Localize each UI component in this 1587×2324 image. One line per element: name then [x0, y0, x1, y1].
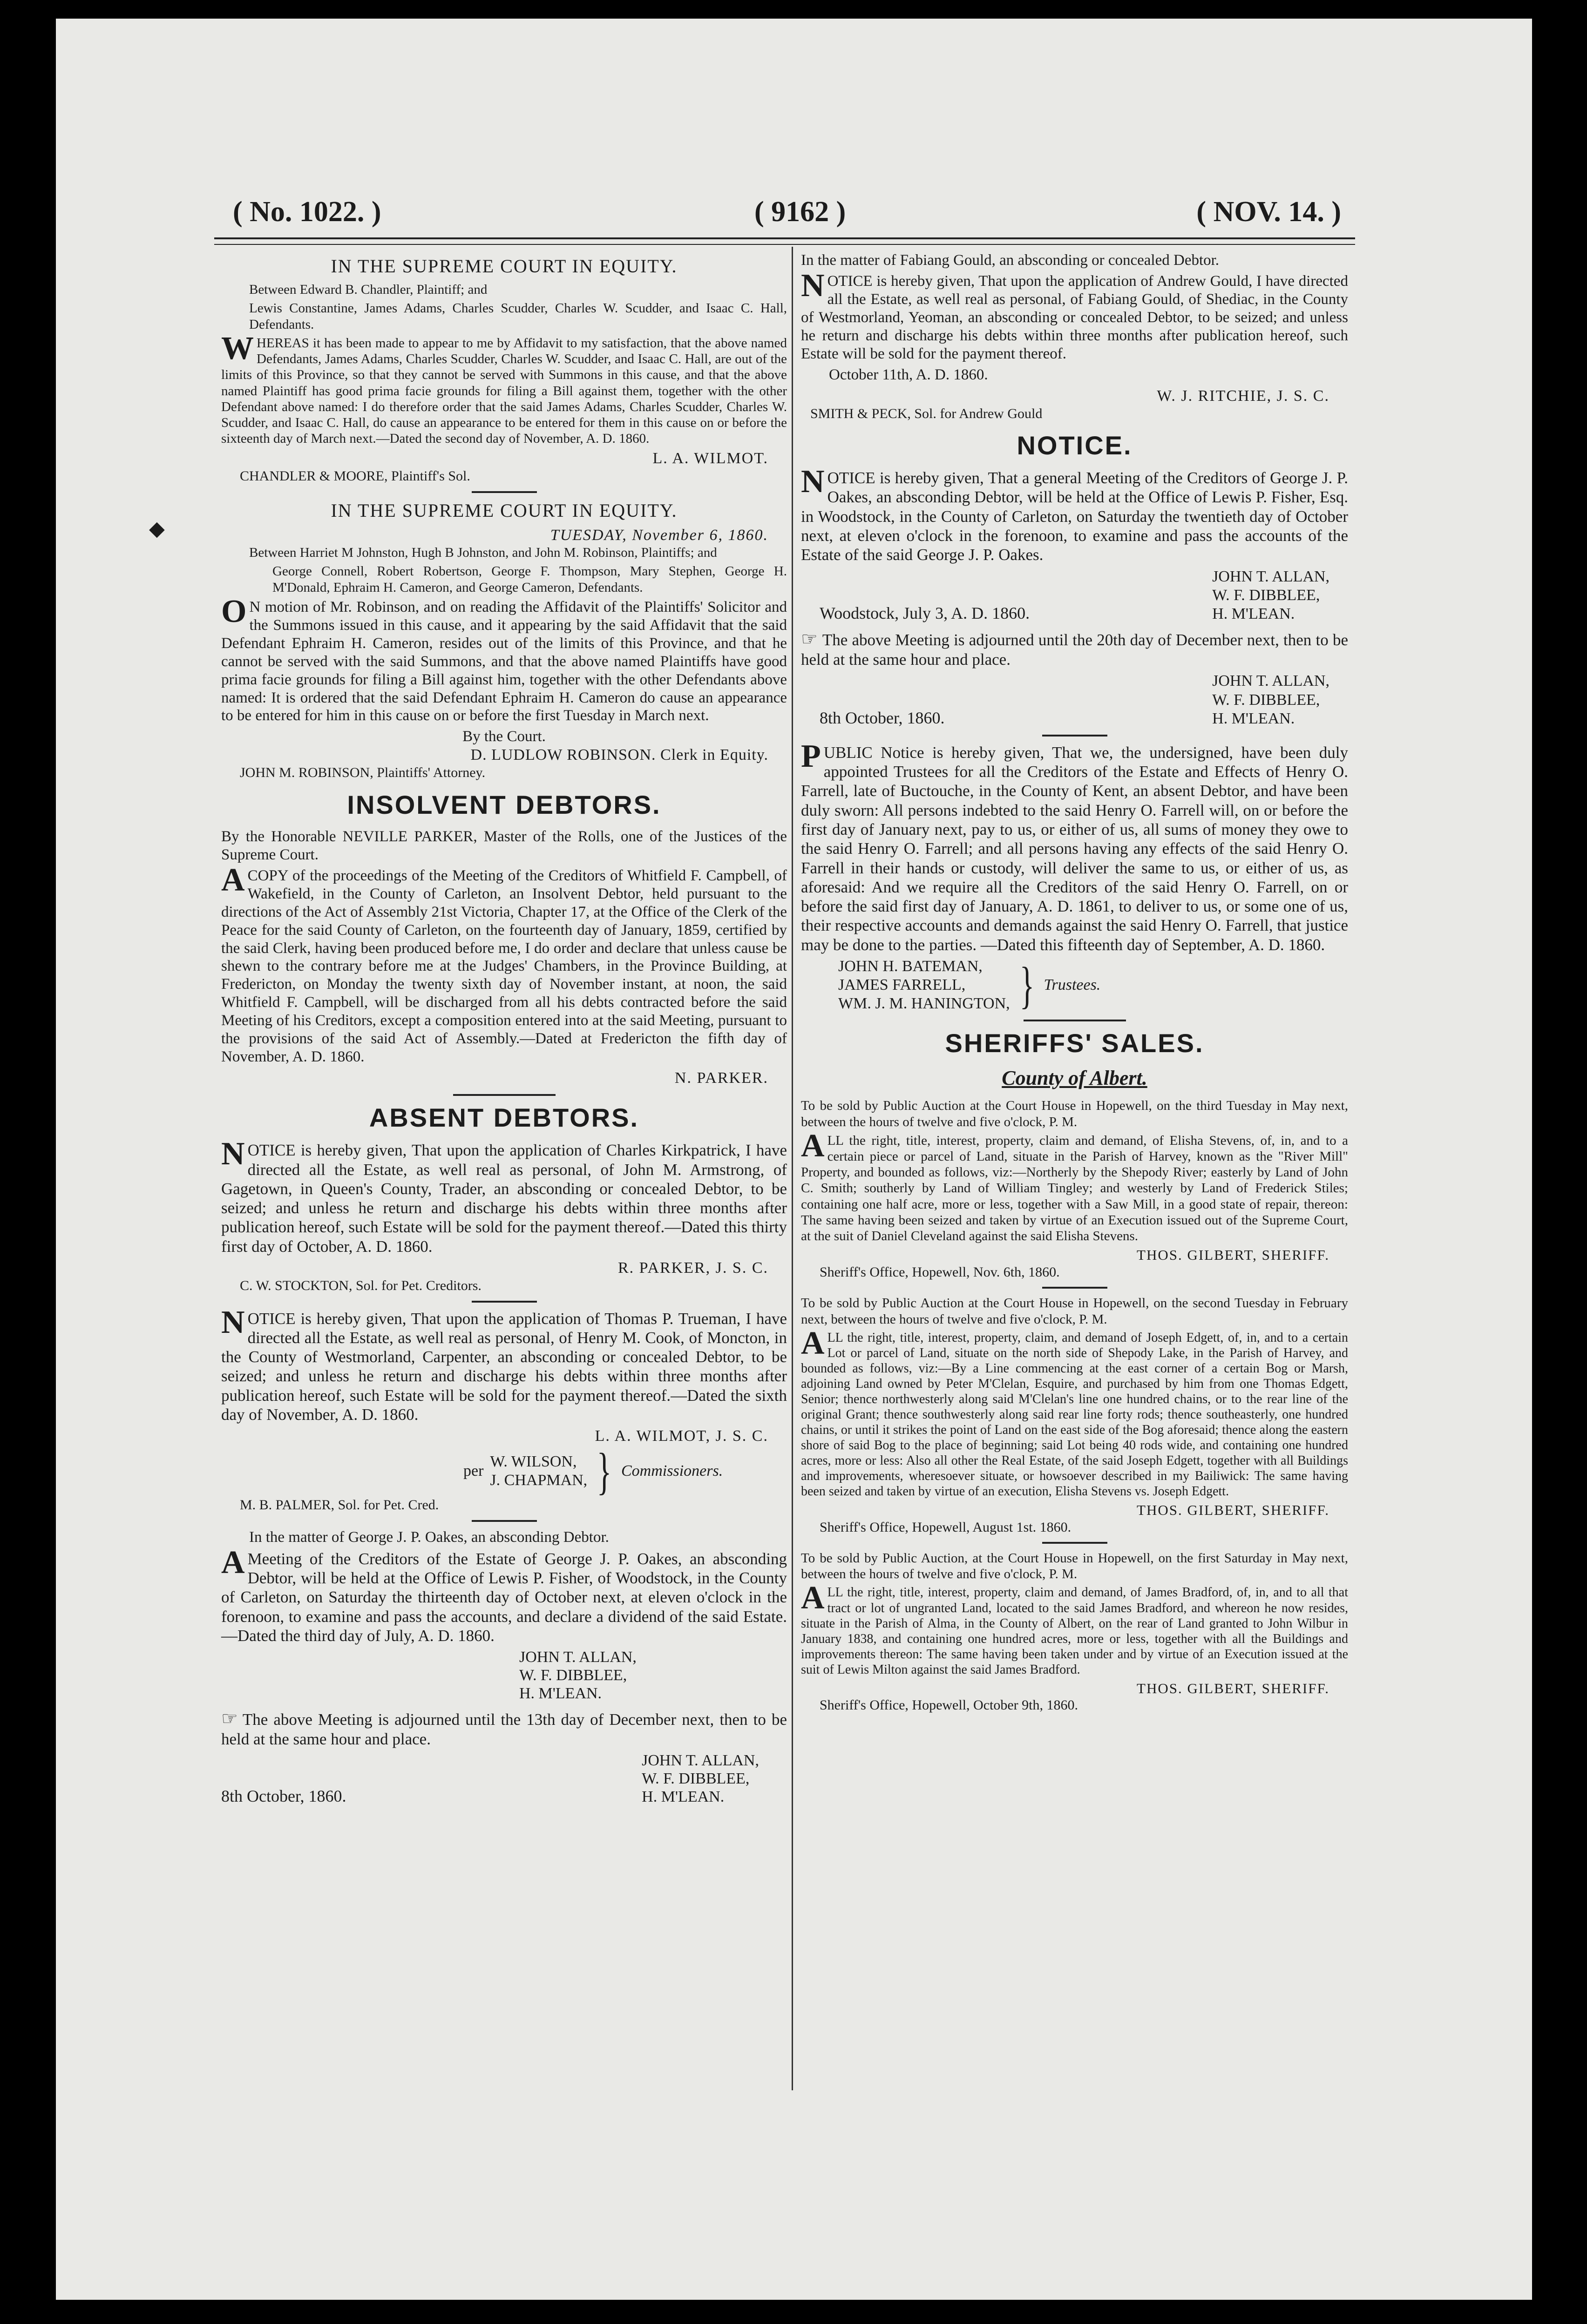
solicitor: CHANDLER & MOORE, Plaintiff's Sol. [240, 468, 470, 484]
oakes-notice [221, 1528, 787, 1806]
signatory: JOHN T. ALLAN, [519, 1648, 637, 1666]
signature: THOS. GILBERT, SHERIFF. [1137, 1502, 1329, 1519]
parties: Between Edward B. Chandler, Plaintiff; and [249, 282, 488, 297]
equity-notice-chandler [221, 255, 787, 485]
sheriff-sale-stevens [801, 1098, 1348, 1280]
notice-body: ON motion of Mr. Robinson, and on reading the Affidavit of the Plaintiffs' Solicitor and the Summons issued in this cause, and it appearing by the said Affidavit that the said Defendant Ephraim H. Cameron, resides out of the limits of this Province, and that he cannot be served with the said Summons, and that the above named Plaintiffs have good prima facie grounds for filing a Bill against him, together with the other Defendants above named: It is ordered that the said Defendant Ephraim H. Cameron do cause an appearance to be entered for him in this cause on or before the first Tuesday in March next. [221, 593, 787, 724]
sheriff-office: Sheriff's Office, Hopewell, October 9th, 1860. [820, 1697, 1078, 1713]
signature: L. A. WILMOT. [652, 450, 768, 467]
notice-body: AMeeting of the Creditors of the Estate of George J. P. Oakes, an absconding Debtor, will be held at the Office of Lewis P. Fisher, of Woodstock, in the County of Carleton, on Saturday the thirteenth day of October next, at eleven o'clock in the forenoon, to examine and pass the accounts, and declare a dividend of the said Estate.—Dated the third day of July, A. D. 1860. [221, 1544, 787, 1645]
page-number: ( 9162 ) [754, 196, 846, 228]
brace-icon: } [597, 1443, 612, 1500]
parties: Lewis Constantine, James Adams, Charles Scudder, Charles W. Scudder, and Isaac C. Hall, Defendants. [249, 301, 787, 332]
signatories [221, 1648, 787, 1702]
signatory: W. F. DIBBLEE, [519, 1667, 627, 1684]
solicitor: C. W. STOCKTON, Sol. for Pet. Creditors. [240, 1278, 482, 1294]
signatory: W. F. DIBBLEE, [642, 1770, 750, 1788]
divider [1042, 1542, 1107, 1544]
clerk-signature: D. LUDLOW ROBINSON. Clerk in Equity. [470, 746, 768, 764]
absent-notice-cook [221, 1304, 787, 1513]
ornament-divider [453, 1094, 556, 1096]
commissioners-label: Commissioners. [621, 1462, 723, 1480]
pointing-hand-icon: ☞ [221, 1708, 238, 1729]
adjournment-text: The above Meeting is adjourned until the 20th day of December next, then to be held at the same hour and place. [801, 630, 1348, 669]
signature: THOS. GILBERT, SHERIFF. [1137, 1247, 1329, 1263]
brace-icon: } [1019, 957, 1034, 1014]
sheriff-sale-edgett [801, 1295, 1348, 1535]
parties: Between Harriet M Johnston, Hugh B Johnston, and John M. Robinson, Plaintiffs; and [249, 545, 717, 561]
matter-heading: In the matter of George J. P. Oakes, an absconding Debtor. [249, 1528, 609, 1546]
newspaper-page [56, 19, 1532, 2300]
solicitor: SMITH & PECK, Sol. for Andrew Gould [810, 405, 1043, 421]
section-title-notice: NOTICE. [1017, 431, 1133, 460]
signatory: JOHN T. ALLAN, [642, 1752, 759, 1770]
per-label: per [463, 1462, 484, 1480]
notice-body: NOTICE is hereby given, That upon the application of Andrew Gould, I have directed all the Estate, as well real as personal, of Fabiang Gould, of Shediac, in the County of Westmorland, Yeoman, an absconding or concealed Debtor, to be seized; and unless he return and discharge his debts within three months after publication hereof, such Estate will be sold for the payment thereof. [801, 267, 1348, 362]
section-title-absent: ABSENT DEBTORS. [369, 1103, 639, 1133]
notice-body: WHEREAS it has been made to appear to me by Affidavit to my satisfaction, that the above named Defendants, James Adams, Charles Scudder, Charles W. Scudder, and Isaac C. Hall, are out of the limits of this Province, so that they cannot be served with Summons in this cause, and that the above named Plaintiff has good prima facie grounds for filing a Bill against them, together with the other Defendant above named: I do therefore order that the said James Adams, Charles Scudder, Charles W. Scudder, and Isaac C. Hall, do cause an appearance to be entered for them in this cause on or before the sixteenth day of March next.—Dated the second day of November, A. D. 1860. [221, 330, 787, 446]
divider [472, 491, 537, 493]
court-heading: IN THE SUPREME COURT IN EQUITY. [331, 500, 678, 521]
notice-date: 8th October, 1860. [820, 709, 945, 728]
sale-intro: To be sold by Public Auction at the Court House in Hopewell, on the second Tuesday in February next, between the hours of twelve and five o'clock, P. M. [801, 1296, 1348, 1327]
notice-date: October 11th, A. D. 1860. [829, 366, 988, 383]
signatory: W. F. DIBBLEE, [1212, 586, 1320, 604]
signature: R. PARKER, J. S. C. [617, 1259, 768, 1277]
divider [472, 1301, 537, 1303]
signature: THOS. GILBERT, SHERIFF. [1137, 1680, 1329, 1696]
commissioners [221, 1443, 787, 1500]
trustees-label: Trustees. [1044, 976, 1101, 994]
insolvent-notice [221, 828, 787, 1088]
dated-signatories [221, 1751, 787, 1806]
solicitor: M. B. PALMER, Sol. for Pet. Cred. [240, 1497, 439, 1513]
sale-intro: To be sold by Public Auction, at the Court House in Hopewell, on the first Saturday in May next, between the hours of twelve and five o'clock, P. M. [801, 1551, 1348, 1582]
sale-body: ALL the right, title, interest, property, claim and demand, of James Bradford, of, in, and to all that tract or lot of ungranted Land, located to the said James Bradford, and whereon he now resides, situate in the Parish of Alma, in the County of Albert, on the rear of Land granted to John Wilbur in January 1838, and containing one hundred acres, more or less, together with all the Buildings and improvements thereon: The same having been taken under and by virtue of an Execution issued at the suit of Lewis Milton against the said James Bradford. [801, 1580, 1348, 1677]
court-date: TUESDAY, November 6, 1860. [550, 527, 768, 544]
trustee-name: WM. J. M. HANINGTON, [838, 995, 1010, 1013]
signatory: H. M'LEAN. [642, 1788, 725, 1806]
left-column [221, 251, 787, 1806]
signature: N. PARKER. [674, 1069, 768, 1087]
signatory: JOHN T. ALLAN, [1212, 672, 1329, 690]
divider [472, 1520, 537, 1522]
column-divider [792, 247, 793, 2090]
signatory: JOHN T. ALLAN, [1212, 567, 1329, 585]
county-heading: County of Albert. [1002, 1067, 1147, 1090]
signature: L. A. WILMOT, J. S. C. [595, 1427, 768, 1445]
sale-body: ALL the right, title, interest, property, claim and demand, of Elisha Stevens, of, in, and to a certain piece or parcel of Land, situate in the Parish of Harvey, known as the "River Mill" Property, and bounded as follows, viz:—Northerly by the Shepody River; easterly by Land of John C. Smith; southerly by Land of William Tingley; and westerly by Land of Frederick Stiles; containing one half acre, more or less, together with a Saw Mill, in a good state of repair, thereon: The same having been seized and taken by virtue of an Execution issued out of the Supreme Court, at the suit of Daniel Cleveland against the said Elisha Stevens. [801, 1128, 1348, 1244]
trustee-name: JOHN H. BATEMAN, [838, 958, 983, 975]
trustees [801, 957, 1348, 1013]
pointing-hand-icon: ☞ [801, 628, 818, 649]
sheriff-office: Sheriff's Office, Hopewell, August 1st. 1860. [820, 1519, 1072, 1535]
absent-notice-armstrong [221, 1136, 787, 1294]
notice-body: PUBLIC Notice is hereby given, That we, the undersigned, have been duly appointed Trustees for all the Creditors of the Estate and Effects of Henry O. Farrell, late of Buctouche, in the County of Kent, an absent Debtor, and have been duly sworn: All persons indebted to the said Henry O. Farrell will, on or before the first day of January next, pay to us, or either of us, all sums of money they owe to the said Henry O. Farrell; and all persons having any effects of the said Henry O. Farrell in their hands or custody, will deliver the same to us, or either of us, as aforesaid: And we require all the Creditors of the said Henry O. Farrell, on or before the said first day of January, A. D. 1861, to deliver to us, or some one of us, their respective accounts and demands against the said Henry O. Farrell, that justice may be done to the parties. —Dated this fifteenth day of September, A. D. 1860. [801, 738, 1348, 954]
adjournment-note [801, 628, 1348, 669]
right-column [801, 251, 1348, 1714]
section-title-insolvent: INSOLVENT DEBTORS. [347, 790, 661, 819]
divider [1042, 1287, 1107, 1289]
sheriff-office: Sheriff's Office, Hopewell, Nov. 6th, 1860. [820, 1264, 1060, 1280]
sale-intro: To be sold by Public Auction at the Court House in Hopewell, on the third Tuesday in May next, between the hours of twelve and five o'clock, P. M. [801, 1098, 1348, 1129]
section-title-sheriffs: SHERIFFS' SALES. [945, 1028, 1204, 1058]
farrell-notice [801, 738, 1348, 1014]
attorney: JOHN M. ROBINSON, Plaintiffs' Attorney. [240, 765, 486, 781]
trustee-name: JAMES FARRELL, [838, 976, 966, 994]
notice-body: NOTICE is hereby given, That upon the application of Thomas P. Trueman, I have directed all the Estate, as well real as personal, of Henry M. Cook, of Moncton, in the County of Westmorland, Carpenter, an absconding or concealed Debtor, to be seized; and unless he return and discharge his debts within three months after publication hereof, such Estate will be sold for the payment thereof.—Dated the sixth day of November, A. D. 1860. [221, 1304, 787, 1424]
signatory: H. M'LEAN. [1212, 605, 1295, 622]
place-date: Woodstock, July 3, A. D. 1860. [820, 604, 1030, 623]
adjournment-text: The above Meeting is adjourned until the 13th day of December next, then to be held at the same hour and place. [221, 1710, 787, 1748]
equity-notice-johnston [221, 500, 787, 781]
signatory: H. M'LEAN. [1212, 709, 1295, 727]
commissioner-name: W. WILSON, [490, 1453, 577, 1471]
notice-date: 8th October, 1860. [221, 1786, 346, 1805]
sheriff-sale-bradford [801, 1550, 1348, 1714]
court-heading: IN THE SUPREME COURT IN EQUITY. [331, 256, 678, 277]
matter-heading: In the matter of Fabiang Gould, an absconding or concealed Debtor. [801, 252, 1220, 269]
notice-body: NOTICE is hereby given, That a general Meeting of the Creditors of George J. P. Oakes, an absconding Debtor, will be held at the Office of Lewis P. Fisher, Esq. in Woodstock, in the County of Carleton, on Saturday the twentieth day of October next, at eleven o'clock in the forenoon, to examine and pass the accounts of the Estate of the said George J. P. Oakes. [801, 464, 1348, 564]
dated-signatories [801, 672, 1348, 728]
oakes-general-meeting [801, 464, 1348, 728]
adjournment-note [221, 1708, 787, 1749]
signatory: H. M'LEAN. [519, 1685, 602, 1702]
signature: W. J. RITCHIE, J. S. C. [1157, 387, 1329, 405]
ornament-divider [1024, 1020, 1126, 1021]
signatory: W. F. DIBBLEE, [1212, 691, 1320, 709]
dated-signatories [801, 567, 1348, 623]
notice-body: ACOPY of the proceedings of the Meeting of the Creditors of Whitfield F. Campbell, of Wakefield, in the County of Carleton, an Insolvent Debtor, held pursuant to the directions of the Act of Assembly 21st Victoria, Chapter 17, at the Office of the Clerk of the Peace for the said County of Carleton, on the fourteenth day of January, 1859, certified by the said Clerk, having been produced before me, I do order and declare that unless cause be shewn to the contrary before me at the Judges' Chambers, in the Province Building, at Fredericton, on Monday the twenty sixth day of November instant, at noon, the said Whitfield F. Campbell, will be discharged from all his debts contracted before the said Meeting of his Creditors, except a composition entered into at the said Meeting, pursuant to the provisions of the said Act of Assembly.—Dated at Fredericton the fifth day of November, A. D. 1860. [221, 862, 787, 1066]
divider [1042, 735, 1107, 736]
issue-number: ( No. 1022. ) [233, 196, 381, 228]
parties: George Connell, Robert Robertson, George F. Thompson, Mary Stephen, George H. M'Donald, Ephraim H. Cameron, and George Cameron, Defendants. [272, 564, 787, 595]
header-rule [214, 237, 1355, 245]
by-court: By the Court. [462, 728, 546, 745]
issue-date: ( NOV. 14. ) [1196, 196, 1341, 228]
margin-mark-icon: ◆ [149, 517, 165, 540]
notice-body: NOTICE is hereby given, That upon the application of Charles Kirkpatrick, I have directed all the Estate, as well real as personal, of John M. Armstrong, of Gagetown, in Queen's County, Trader, an absconding or concealed Debtor, to be seized; and unless he return and discharge his debts within three months after publication hereof, such Estate will be sold for the payment thereof.—Dated this thirty first day of October, A. D. 1860. [221, 1136, 787, 1256]
sale-body: ALL the right, title, interest, property, claim, and demand of Joseph Edgett, of, in, and to a certain Lot or parcel of Land, situate on the north side of Shepody Lake, in the Parish of Harvey, and bounded as follows, viz:—By a Line commencing at the east corner of a certain Bog or Marsh, adjoining Land owned by Peter M'Clelan, Esquire, and purchased by him from one Thomas Edgett, Senior; thence northwesterly along said M'Clelan's line one hundred chains, or to the rear line of the original Grant; thence southwesterly along said rear line forty rods; thence southeasterly, one hundred chains, or until it strikes the point of Land on the east side of the Bog aforesaid; thence along the eastern shore of said Bog to the place of beginning; said Lot being 40 rods wide, and containing one hundred acres, more or less: Also all other the Real Estate, of the said Joseph Edgett, together with all Buildings and improvements, wheresoever situate, or howsoever described in my Bailiwick: The same having been seized and taken by virtue of an execution, Elisha Stevens vs. Joseph Edgett. [801, 1325, 1348, 1499]
commissioner-name: J. CHAPMAN, [490, 1472, 588, 1489]
gould-notice [801, 251, 1348, 422]
authority: By the Honorable NEVILLE PARKER, Master of the Rolls, one of the Justices of the Supreme Court. [221, 828, 787, 863]
